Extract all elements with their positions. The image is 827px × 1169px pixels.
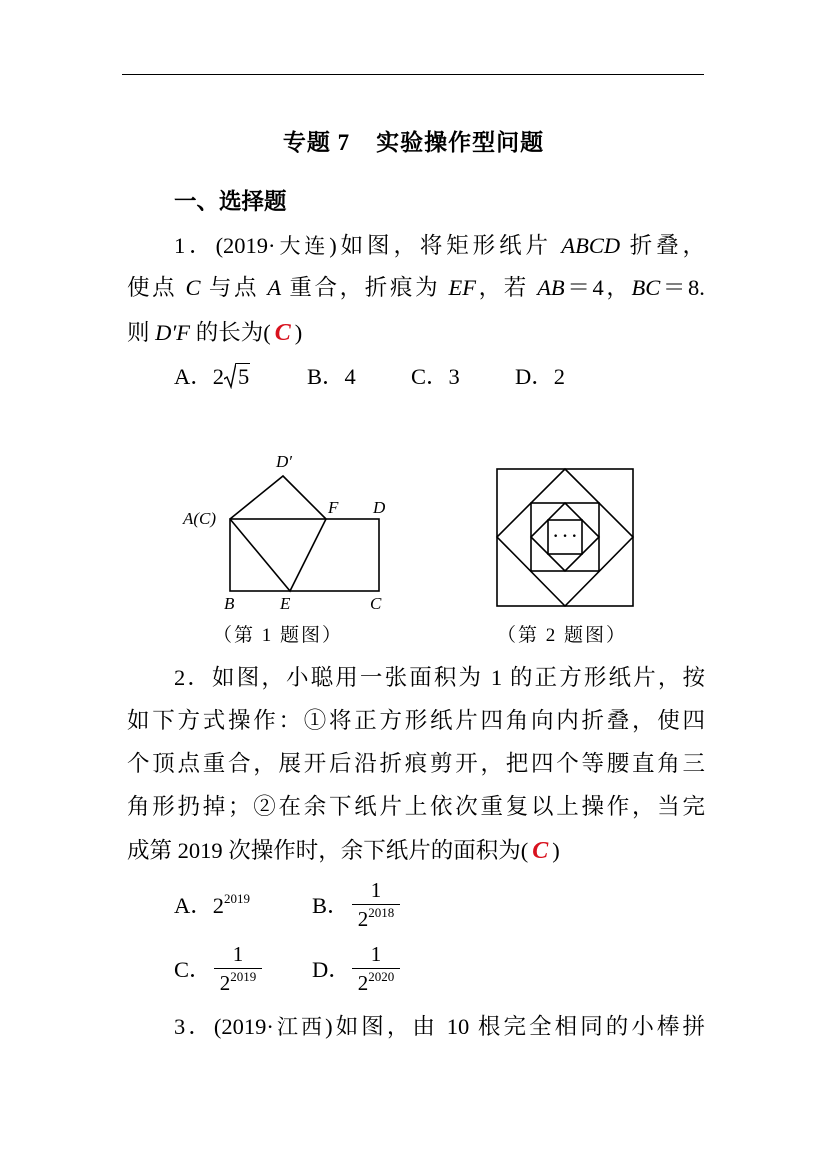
q1-fold: 折叠，	[629, 233, 705, 258]
q1-l2c: 重合，折痕为	[289, 275, 441, 300]
radical-sign	[224, 363, 236, 389]
q1-l2a: 使点	[127, 275, 178, 300]
q2-line2-text: 如下方式操作：①将正方形纸片四角向内折叠，使四	[127, 708, 705, 733]
q1-rect-name: ABCD	[561, 233, 621, 258]
title-text: 实验操作型问题	[376, 130, 545, 155]
q2-option-c-exp: 2019	[230, 969, 257, 984]
q2-line2	[127, 706, 705, 736]
fig1-rectangle	[230, 519, 379, 591]
q1-crease: EF	[448, 275, 476, 300]
q2-option-c-fraction	[214, 941, 262, 1000]
q2-option-d-num: 1	[370, 942, 382, 966]
q2-option-d-exp: 2020	[368, 969, 395, 984]
q1-line1	[174, 231, 705, 261]
q2-line1-text: 2．如图，小聪用一张面积为 1 的正方形纸片，按	[174, 665, 705, 690]
q1-option-a-label: A．	[174, 364, 213, 389]
q3-source-place: 江西	[273, 1015, 326, 1039]
figure-2	[495, 467, 637, 609]
q2-option-a-base: 2	[212, 893, 224, 918]
fig1-label-c: C	[370, 594, 382, 613]
q1-point-a: A	[267, 275, 282, 300]
q1-source-place: 大连	[275, 234, 330, 258]
fig1-label-e: E	[280, 594, 291, 613]
q1-line3	[127, 318, 705, 348]
q1-option-b: B．4	[307, 364, 356, 389]
q1-number: 1．	[174, 233, 216, 258]
q2-line4	[127, 792, 705, 822]
page-title	[0, 124, 827, 157]
q2-option-d-label: D．	[312, 957, 351, 982]
q2-option-b-num: 1	[370, 878, 382, 902]
q2-line5	[127, 836, 705, 866]
q2-option-a-exp: 2019	[224, 891, 250, 906]
q2-option-c-den	[214, 969, 262, 1000]
q1-line2	[127, 273, 705, 303]
q1-l3a: 则	[127, 320, 150, 345]
q1-l2b: 与点	[208, 275, 260, 300]
q2-line3-text: 个顶点重合，展开后沿折痕剪开，把四个等腰直角三	[127, 751, 705, 776]
q1-line2-text	[127, 273, 705, 303]
fig1-label-f: F	[328, 498, 339, 517]
q3-line1-rest: )如图，由 10 根完全相同的小棒拼	[325, 1014, 705, 1039]
q1-ab: AB	[537, 275, 565, 300]
q2-line5-text: 成第 2019 次操作时，余下纸片的面积为(	[127, 838, 529, 863]
q1-option-d: D．2	[515, 364, 565, 389]
q2-line4-text: 角形扔掉；②在余下纸片上依次重复以上操作，当完	[127, 794, 705, 819]
q1-source-pre: (2019·	[215, 233, 276, 258]
fig1-label-dprime: D′	[276, 452, 292, 471]
q1-option-a	[174, 362, 250, 392]
header-rule	[122, 74, 704, 75]
q2-option-b-exp: 2018	[368, 905, 395, 920]
q2-option-c-label: C．	[174, 957, 212, 982]
fig1-label-ac: A(C)	[183, 509, 217, 528]
q3-line1-text	[174, 1012, 705, 1042]
q2-option-c-num: 1	[232, 942, 244, 966]
q1-source-post: )如图，将矩形纸片	[329, 233, 552, 258]
figure-1	[180, 444, 410, 619]
fig1-label-d: D	[373, 498, 386, 517]
q1-option-c: C．3	[411, 364, 460, 389]
q2-line5-close: )	[552, 838, 560, 863]
title-number: 专题 7	[282, 130, 351, 155]
q2-option-d-fraction	[352, 941, 400, 1000]
q2-option-b-label: B．	[312, 893, 350, 918]
q2-option-d-den	[352, 969, 400, 1000]
q1-dpf: D′F	[155, 320, 191, 345]
figure-1-caption: （第 1 题图）	[213, 625, 344, 646]
q2-line3	[127, 749, 705, 779]
q1-option-a-radicand: 5	[238, 364, 250, 389]
section-heading: 一、选择题	[174, 189, 287, 214]
q1-point-c: C	[185, 275, 201, 300]
q2-option-a-label: A．	[174, 893, 213, 918]
q2-option-b-fraction	[352, 877, 400, 936]
q1-l3c: )	[294, 320, 303, 345]
q1-line1-text	[174, 231, 705, 261]
q1-l3b: 的长为(	[195, 320, 271, 345]
q2-option-c-base: 2	[219, 971, 231, 995]
q2-line1	[174, 663, 705, 693]
q1-l2d: ，若	[476, 275, 529, 300]
fig2-dots: · · ·	[552, 528, 578, 545]
q1-eq4: ＝4，	[564, 275, 632, 300]
q2-answer: C	[532, 838, 549, 864]
q2-option-d-base: 2	[357, 971, 369, 995]
sqrt-symbol	[224, 362, 250, 392]
q1-eq8: ＝8.	[660, 275, 705, 300]
fig1-flap-bottom	[230, 519, 326, 591]
q1-option-a-coef: 2	[212, 364, 224, 389]
figure-2-caption: （第 2 题图）	[497, 625, 628, 646]
q2-option-a	[174, 891, 250, 924]
q2-option-b-base: 2	[357, 907, 369, 931]
q1-bc: BC	[631, 275, 661, 300]
q3-source-pre: 3．(2019·	[174, 1014, 274, 1039]
q2-option-b-den	[352, 905, 400, 936]
fig1-flap-top	[230, 476, 326, 519]
q3-line1	[174, 1012, 705, 1042]
fig1-label-b: B	[224, 594, 235, 613]
q1-answer: C	[274, 320, 291, 346]
